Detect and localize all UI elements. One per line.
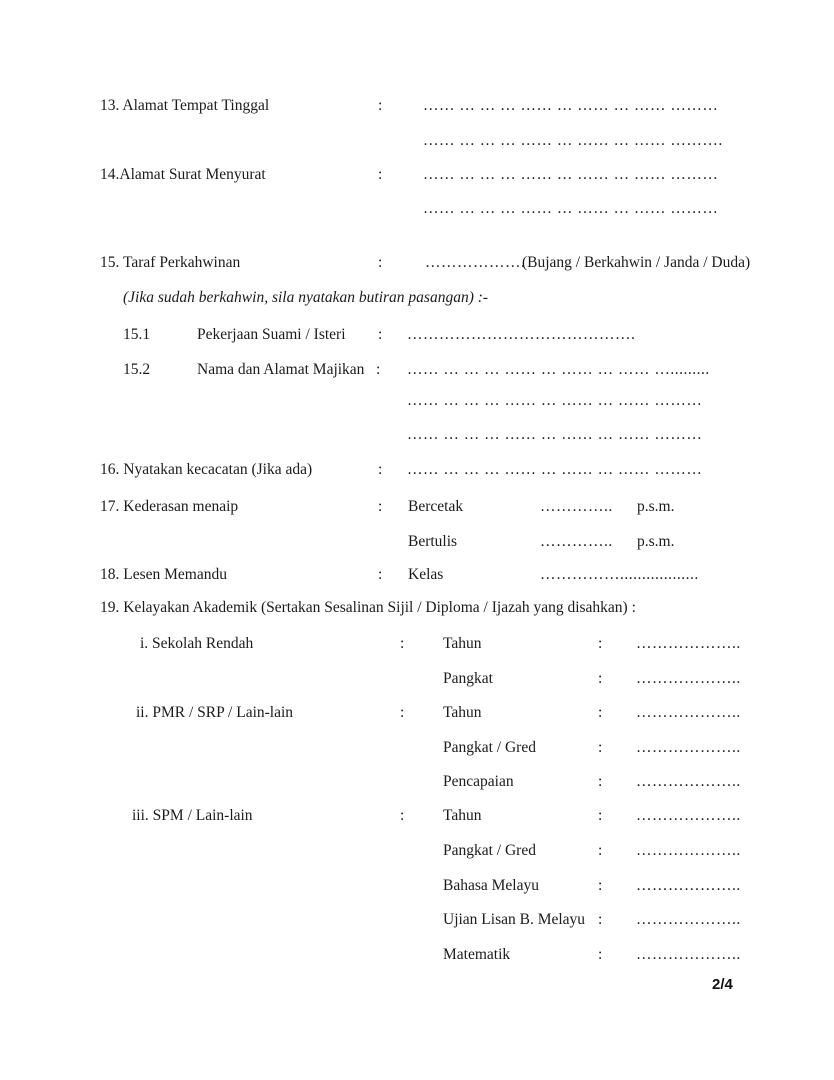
field-18-label: 18. Lesen Memandu xyxy=(100,566,227,583)
field-19-ii-tahun-dotted-line: ……………….. xyxy=(636,704,741,721)
field-19-iii-row-4 xyxy=(0,911,834,931)
field-16-dotted-line: …… … … … …… … …… … …… ……… xyxy=(407,461,703,478)
field-19-i-colon: : xyxy=(400,635,405,652)
field-19-iii-row xyxy=(0,807,834,827)
field-19-i-tahun-colon: : xyxy=(598,635,603,652)
field-19-iii-bahasa-melayu-dotted-line: ……………….. xyxy=(636,877,741,894)
field-19-label: 19. Kelayakan Akademik (Sertakan Sesalinan Sijil / Diploma / Ijazah yang disahkan) : xyxy=(100,599,636,616)
field-15-2-row-3 xyxy=(0,426,834,446)
field-19-i-row-2 xyxy=(0,670,834,690)
field-19-iii-ujian-lisan-dotted-line: ……………….. xyxy=(636,911,741,928)
field-19-iii-pangkat-gred-dotted-line: ……………….. xyxy=(636,842,741,859)
field-17-label: 17. Kederasan menaip xyxy=(100,498,239,515)
field-13-dotted-line-1: …… … … … …… … …… … …… ……… xyxy=(423,97,719,114)
field-19-ii-tahun-label: Tahun xyxy=(443,704,482,721)
field-17-row-2 xyxy=(0,533,834,553)
field-15-note: (Jika sudah berkahwin, sila nyatakan butiran pasangan) :- xyxy=(123,289,489,306)
field-16-label: 16. Nyatakan kecacatan (Jika ada) xyxy=(100,461,313,478)
field-19-iii-tahun-colon: : xyxy=(598,807,603,824)
field-19-ii-pencapaian-dotted-line: ……………….. xyxy=(636,773,741,790)
field-19-i-tahun-label: Tahun xyxy=(443,635,482,652)
field-18-row xyxy=(0,566,834,586)
field-19-iii-bahasa-melayu-label: Bahasa Melayu xyxy=(443,877,539,894)
field-15-1-dotted-line: ……………………………………. xyxy=(407,326,636,343)
field-19-ii-row-2 xyxy=(0,739,834,759)
field-19-iii-row-2 xyxy=(0,842,834,862)
field-19-iii-pangkat-gred-colon: : xyxy=(598,842,603,859)
field-15-2-label: Nama dan Alamat Majikan xyxy=(197,361,365,378)
field-15-2-dotted-line-3: …… … … … …… … …… … …… ……… xyxy=(407,426,703,443)
field-15-colon: : xyxy=(378,254,383,271)
field-19-i-pangkat-label: Pangkat xyxy=(443,670,493,687)
field-15-2-colon: : xyxy=(376,361,381,378)
field-19-iii-ujian-lisan-colon: : xyxy=(598,911,603,928)
field-17-bertulis-dotted-line: ………….. xyxy=(540,533,613,550)
field-18-colon: : xyxy=(378,566,383,583)
field-15-1-colon: : xyxy=(378,326,383,343)
field-19-ii-pangkat-gred-dotted-line: ……………….. xyxy=(636,739,741,756)
field-15-row xyxy=(0,254,834,274)
field-14-label: 14.Alamat Surat Menyurat xyxy=(100,166,266,183)
field-15-1-number: 15.1 xyxy=(123,326,151,343)
field-14-row xyxy=(0,166,834,186)
field-14-dotted-line-2: …… … … … …… … …… … …… ……… xyxy=(423,200,719,217)
field-19-iii-matematik-dotted-line: ……………….. xyxy=(636,946,741,963)
field-15-2-row xyxy=(0,361,834,381)
field-14-colon: : xyxy=(378,166,383,183)
page-footer-row xyxy=(0,976,834,996)
field-17-bercetak-dotted-line: ………….. xyxy=(540,498,613,515)
field-19-iii-row-5 xyxy=(0,946,834,966)
field-19-iii-matematik-label: Matematik xyxy=(443,946,511,963)
field-19-i-tahun-dotted-line: ……………….. xyxy=(636,635,741,652)
field-19-ii-title: ii. PMR / SRP / Lain-lain xyxy=(136,704,294,721)
field-13-row-2 xyxy=(0,132,834,152)
field-19-i-pangkat-dotted-line: ……………….. xyxy=(636,670,741,687)
field-19-iii-tahun-dotted-line: ……………….. xyxy=(636,807,741,824)
field-18-kelas-label: Kelas xyxy=(408,566,444,583)
field-19-iii-row-3 xyxy=(0,877,834,897)
field-17-bercetak-label: Bercetak xyxy=(408,498,464,515)
field-19-ii-pencapaian-label: Pencapaian xyxy=(443,773,514,790)
field-13-colon: : xyxy=(378,97,383,114)
field-19-row xyxy=(0,599,834,619)
field-13-row xyxy=(0,97,834,117)
field-16-colon: : xyxy=(378,461,383,478)
field-16-row xyxy=(0,461,834,481)
field-19-iii-matematik-colon: : xyxy=(598,946,603,963)
field-15-2-number: 15.2 xyxy=(123,361,151,378)
field-19-ii-pangkat-gred-label: Pangkat / Gred xyxy=(443,739,536,756)
field-19-ii-pangkat-gred-colon: : xyxy=(598,739,603,756)
field-19-ii-colon: : xyxy=(400,704,405,721)
field-17-bertulis-unit: p.s.m. xyxy=(637,533,675,550)
field-19-ii-row-3 xyxy=(0,773,834,793)
field-19-ii-pencapaian-colon: : xyxy=(598,773,603,790)
field-15-1-label: Pekerjaan Suami / Isteri xyxy=(197,326,346,343)
field-19-iii-ujian-lisan-label: Ujian Lisan B. Melayu xyxy=(443,911,586,928)
field-15-label: 15. Taraf Perkahwinan xyxy=(100,254,241,271)
field-13-label: 13. Alamat Tempat Tinggal xyxy=(100,97,270,114)
field-19-iii-title: iii. SPM / Lain-lain xyxy=(132,807,253,824)
field-13-dotted-line-2: …… … … … …… … …… … …… ………. xyxy=(423,132,723,149)
field-15-2-row-2 xyxy=(0,392,834,412)
page-number: 2/4 xyxy=(712,976,733,993)
field-19-i-pangkat-colon: : xyxy=(598,670,603,687)
field-15-1-row xyxy=(0,326,834,346)
field-15-dotted-line: ………………. xyxy=(425,254,526,271)
field-15-options: (Bujang / Berkahwin / Janda / Duda) xyxy=(522,254,751,271)
field-19-iii-tahun-label: Tahun xyxy=(443,807,482,824)
field-17-colon: : xyxy=(378,498,383,515)
field-18-dotted-line: …………….................. xyxy=(540,566,699,583)
field-19-ii-tahun-colon: : xyxy=(598,704,603,721)
field-15-2-dotted-line-2: …… … … … …… … …… … …… ……… xyxy=(407,392,703,409)
field-19-iii-pangkat-gred-label: Pangkat / Gred xyxy=(443,842,536,859)
field-19-i-row xyxy=(0,635,834,655)
field-19-i-title: i. Sekolah Rendah xyxy=(140,635,254,652)
field-14-row-2 xyxy=(0,200,834,220)
field-17-row xyxy=(0,498,834,518)
field-19-iii-colon: : xyxy=(400,807,405,824)
field-19-iii-bahasa-melayu-colon: : xyxy=(598,877,603,894)
field-17-bercetak-unit: p.s.m. xyxy=(637,498,675,515)
field-15-note-row xyxy=(0,289,834,309)
field-14-dotted-line-1: …… … … … …… … …… … …… ……… xyxy=(423,166,719,183)
field-17-bertulis-label: Bertulis xyxy=(408,533,458,550)
field-19-ii-row xyxy=(0,704,834,724)
field-15-2-dotted-line-1: …… … … … …… … …… … …… …......... xyxy=(407,361,710,378)
